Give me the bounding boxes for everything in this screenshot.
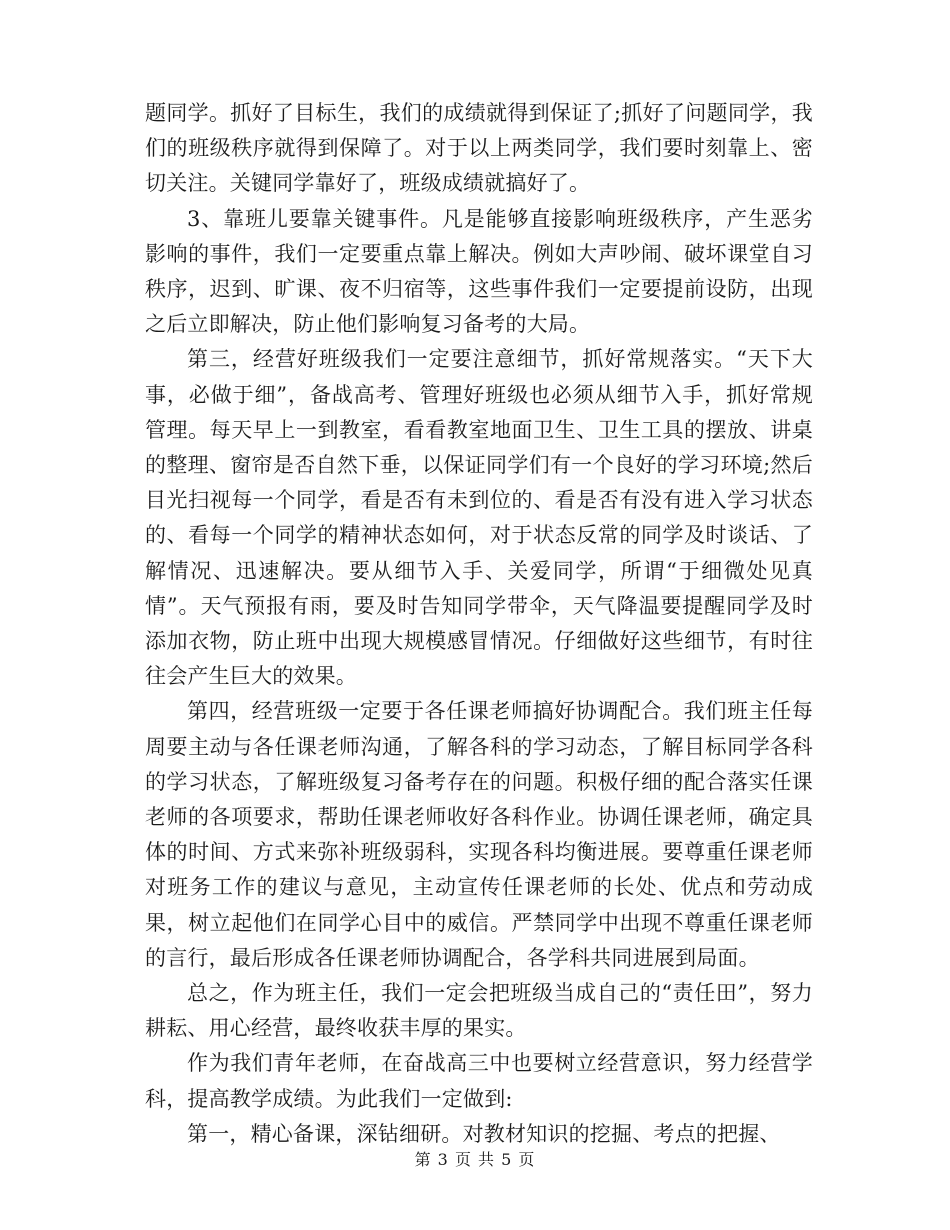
paragraph-third-details: 第三，经营好班级我们一定要注意细节，抓好常规落实。“天下大事，必做于细”，备战高考、管理好班级也必须从细节入手，抓好常规管理。每天早上一到教室，看看教室地面卫生、卫生工具的摆放、讲桌的整理、窗帘是否自然下垂，以保证同学们有一个良好的学习环境;然后目光扫视每一个同学，看是否有未到位的、看是否有没有进入学习状态的、看每一个同学的精神状态如何，对于状态反常的同学及时谈话、了解情况、迅速解决。要从细节入手、关爱同学，所谓“于细微处见真情”。天气预报有雨，要及时告知同学带伞，天气降温要提醒同学及时添加衣物，防止班中出现大规模感冒情况。仔细做好这些细节，有时往往会产生巨大的效果。 (145, 347, 813, 689)
paragraph-summary: 总之，作为班主任，我们一定会把班级当成自己的“责任田”，努力耕耘、用心经营，最终收获丰厚的果实。 (145, 981, 813, 1041)
page-footer: 第 3 页 共 5 页 (414, 1150, 536, 1169)
paragraph-fourth-coordination: 第四，经营班级一定要于各任课老师搞好协调配合。我们班主任每周要主动与各任课老师沟通，了解各科的学习动态，了解目标同学各科的学习状态，了解班级复习备考存在的问题。积极仔细的配合落实任课老师的各项要求，帮助任课老师收好各科作业。协调任课老师，确定具体的时间、方式来弥补班级弱科，实现各科均衡进展。要尊重任课老师对班务工作的建议与意见，主动宣传任课老师的长处、优点和劳动成果，树立起他们在同学心目中的威信。严禁同学中出现不尊重任课老师的言行，最后形成各任课老师协调配合，各学科共同进展到局面。 (145, 699, 813, 970)
paragraph-continuation: 题同学。抓好了目标生，我们的成绩就得到保证了;抓好了问题同学，我们的班级秩序就得到保障了。对于以上两类同学，我们要时刻靠上、密切关注。关键同学靠好了，班级成绩就搞好了。 (145, 101, 813, 196)
paragraph-key-events: 3、靠班儿要靠关键事件。凡是能够直接影响班级秩序，产生恶劣影响的事件，我们一定要重点靠上解决。例如大声吵闹、破坏课堂自习秩序，迟到、旷课、夜不归宿等，这些事件我们一定要提前设防，出现之后立即解决，防止他们影响复习备考的大局。 (145, 206, 813, 337)
paragraph-young-teachers: 作为我们青年老师，在奋战高三中也要树立经营意识，努力经营学科，提高教学成绩。为此我们一定做到: (145, 1051, 813, 1111)
paragraph-first-preparation: 第一，精心备课，深钻细研。对教材知识的挖掘、考点的把握、 (187, 1121, 781, 1146)
document-page (145, 96, 813, 1152)
